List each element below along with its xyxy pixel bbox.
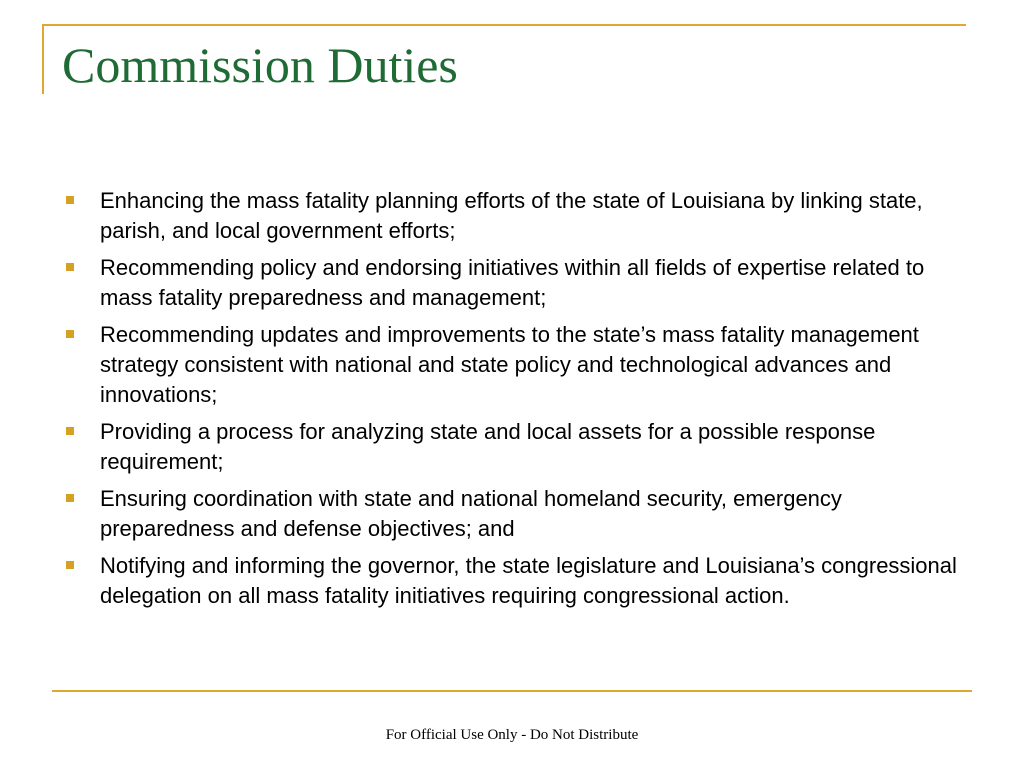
bullet-text: Ensuring coordination with state and national homeland security, emergency preparedness and defense objectives; and (100, 486, 842, 541)
square-bullet-icon (66, 494, 74, 502)
title-frame-top-rule (42, 24, 966, 26)
bullet-text: Notifying and informing the governor, the state legislature and Louisiana’s congressional delegation on all mass fatality initiatives requiring congressional action. (100, 553, 957, 608)
bullet-text: Recommending policy and endorsing initiatives within all fields of expertise related to mass fatality preparedness and management; (100, 255, 925, 310)
bullet-item (60, 417, 960, 477)
bullet-list (60, 186, 960, 618)
square-bullet-icon (66, 330, 74, 338)
bullet-item (60, 253, 960, 313)
slide-title: Commission Duties (62, 37, 458, 93)
footer-divider (52, 690, 972, 692)
bullet-text: Providing a process for analyzing state and local assets for a possible response requirement; (100, 419, 876, 474)
bullet-text: Recommending updates and improvements to the state’s mass fatality management strategy consistent with national and state policy and technological advances and innovations; (100, 322, 919, 407)
bullet-text: Enhancing the mass fatality planning efforts of the state of Louisiana by linking state, parish, and local government efforts; (100, 188, 923, 243)
bullet-item (60, 484, 960, 544)
square-bullet-icon (66, 263, 74, 271)
square-bullet-icon (66, 427, 74, 435)
square-bullet-icon (66, 196, 74, 204)
bullet-item (60, 551, 960, 611)
square-bullet-icon (66, 561, 74, 569)
title-frame-left-rule (42, 24, 44, 94)
footer-text: For Official Use Only - Do Not Distribute (385, 727, 639, 743)
bullet-item (60, 186, 960, 246)
bullet-item (60, 320, 960, 410)
